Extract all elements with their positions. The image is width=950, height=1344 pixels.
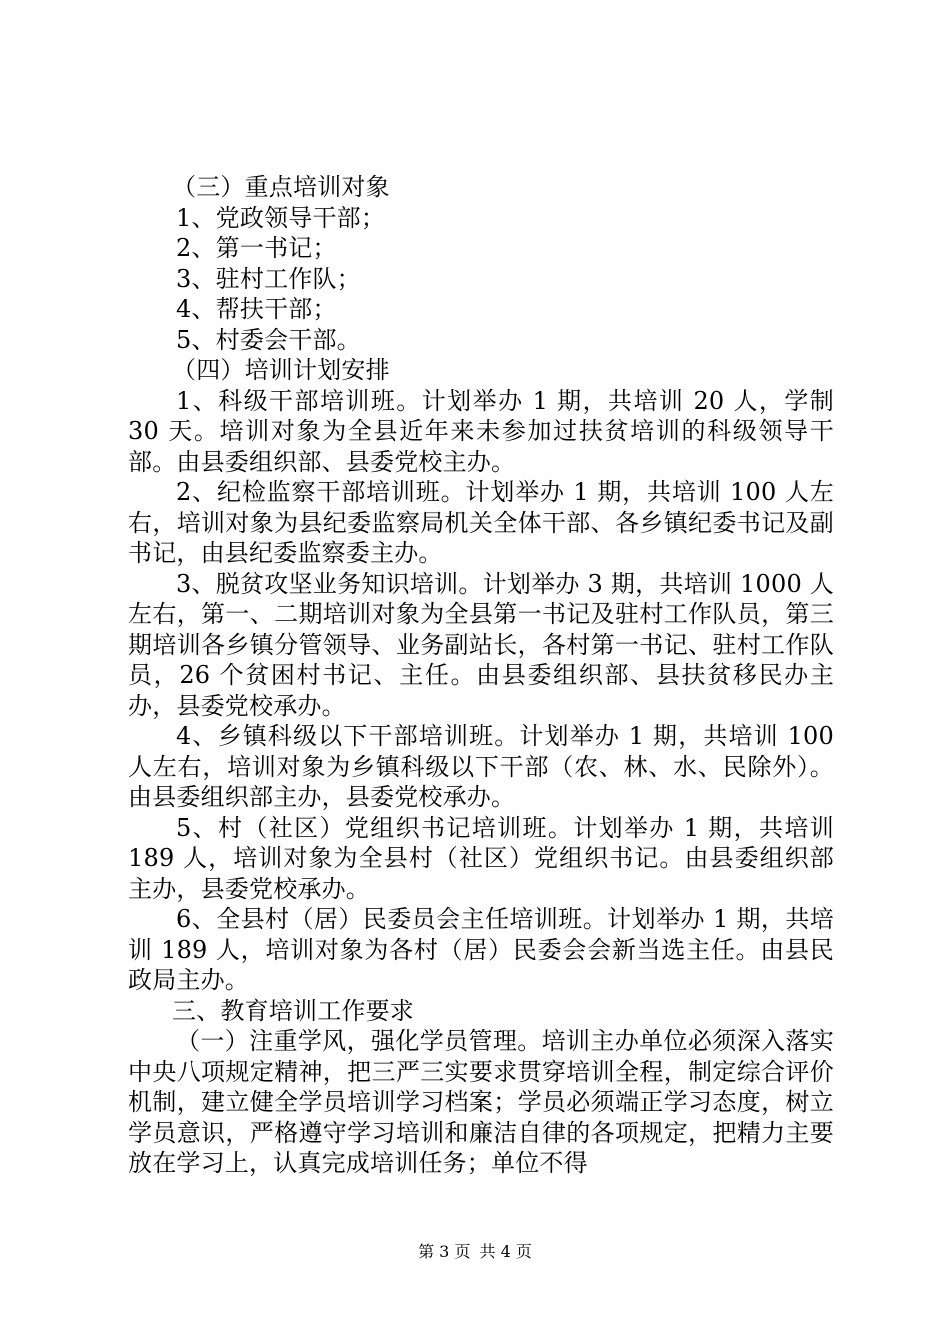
list-item: 4、帮扶干部； <box>176 295 337 323</box>
page-number: 第 3 页 <box>418 1242 471 1261</box>
paragraph: 1、科级干部培训班。计划举办 1 期，共培训 20 人，学制 30 天。培训对象为全县近年来未参加过扶贫培训的科级领导干部。由县委组织部、县委党校主办。 <box>128 386 834 476</box>
section-heading-key-trainees: （三）重点培训对象 <box>172 173 390 201</box>
paragraph: 3、脱贫攻坚业务知识培训。计划举办 3 期，共培训 1000 人左右，第一、二期培训对象为全县第一书记及驻村工作队员，第三期培训各乡镇分管领导、业务副站长，各村第一书记、驻村工作队员，26 个贫困村书记、主任。由县委组织部、县扶贫移民办主办，县委党校承办。 <box>128 569 834 720</box>
section-heading-requirements: 三、教育培训工作要求 <box>172 996 414 1025</box>
page-footer <box>0 1242 950 1262</box>
paragraph: 5、村（社区）党组织书记培训班。计划举办 1 期，共培训 189 人，培训对象为全县村（社区）党组织书记。由县委组织部主办，县委党校承办。 <box>128 813 834 903</box>
list-item: 1、党政领导干部； <box>176 203 386 232</box>
list-item: 5、村委会干部。 <box>176 325 361 354</box>
section-heading-training-plan: （四）培训计划安排 <box>172 356 390 384</box>
paragraph: （一）注重学风，强化学员管理。培训主办单位必须深入落实中央八项规定精神，把三严三实要求贯穿培训全程，制定综合评价机制，建立健全学员培训学习档案；学员必须端正学习态度，树立学员意识，严格遵守学习培训和廉洁自律的各项规定，把精力主要放在学习上，认真完成培训任务；单位不得 <box>128 1027 834 1177</box>
paragraph: 2、纪检监察干部培训班。计划举办 1 期，共培训 100 人左右，培训对象为县纪委监察局机关全体干部、各乡镇纪委书记及副书记，由县纪委监察委主办。 <box>128 478 834 567</box>
list-item: 2、第一书记； <box>176 234 337 262</box>
document-body <box>128 172 834 1179</box>
paragraph: 4、乡镇科级以下干部培训班。计划举办 1 期，共培训 100 人左右，培训对象为乡镇科级以下干部（农、林、水、民除外）。由县委组织部主办，县委党校承办。 <box>128 722 834 811</box>
list-item: 3、驻村工作队； <box>176 264 361 293</box>
paragraph: 6、全县村（居）民委员会主任培训班。计划举办 1 期，共培训 189 人，培训对象为各村（居）民委会会新当选主任。由县民政局主办。 <box>128 905 834 994</box>
page-total: 共 4 页 <box>479 1242 532 1261</box>
